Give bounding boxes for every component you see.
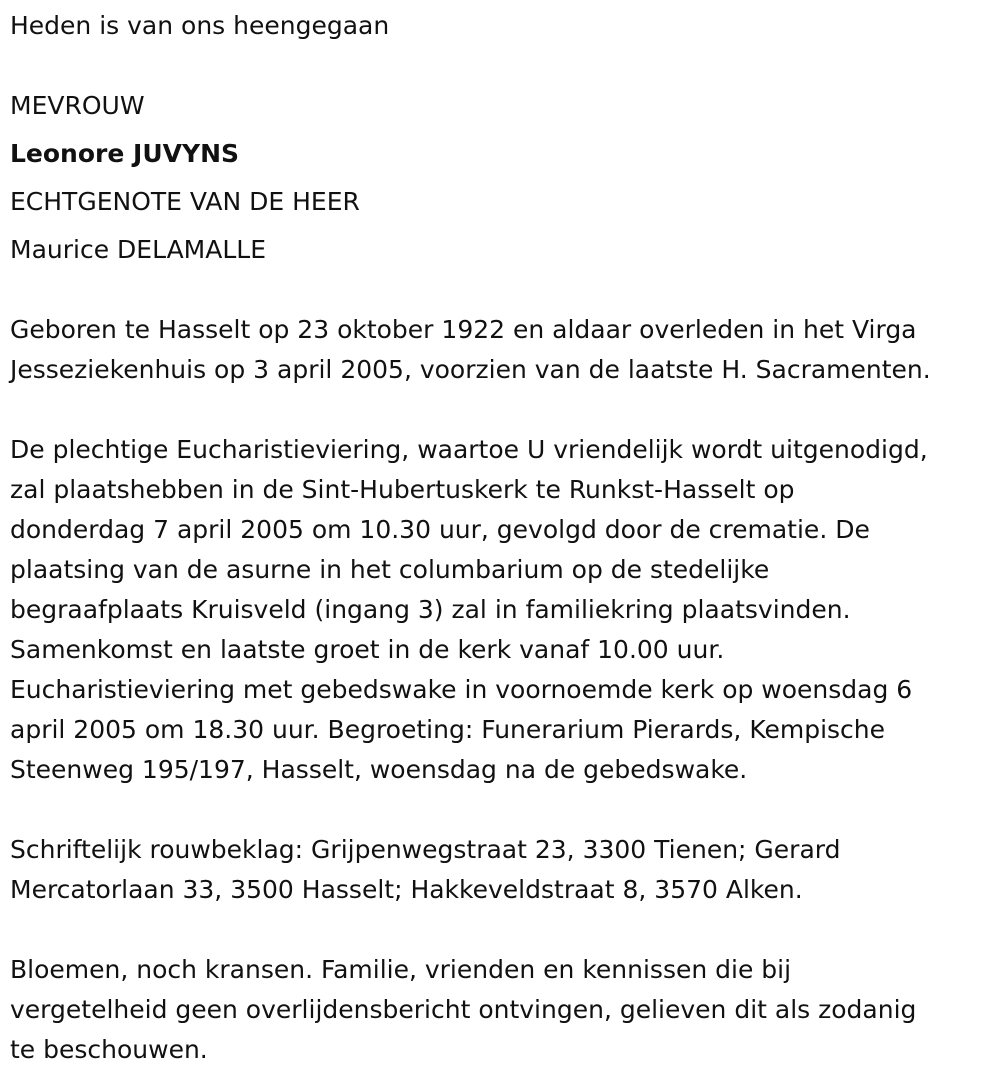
relation-line: ECHTGENOTE VAN DE HEER bbox=[10, 187, 360, 216]
deceased-name: Leonore JUVYNS bbox=[10, 139, 240, 168]
paragraph-line: plaatsing van de asurne in het columbarium op de stedelijke bbox=[10, 555, 770, 584]
spouse-name: Maurice DELAMALLE bbox=[10, 235, 267, 264]
title-line: MEVROUW bbox=[10, 91, 145, 120]
ceremony-paragraph bbox=[10, 430, 995, 790]
deceased-header bbox=[10, 86, 995, 270]
paragraph-line: Jesseziekenhuis op 3 april 2005, voorzien van de laatste H. Sacramenten. bbox=[10, 355, 931, 384]
paragraph-line: te beschouwen. bbox=[10, 1035, 208, 1064]
paragraph-line: De plechtige Eucharistieviering, waartoe U vriendelijk wordt uitgenodigd, bbox=[10, 435, 928, 464]
paragraph-line: vergetelheid geen overlijdensbericht ontvingen, gelieven dit als zodanig bbox=[10, 995, 917, 1024]
paragraph-line: april 2005 om 18.30 uur. Begroeting: Funerarium Pierards, Kempische bbox=[10, 715, 886, 744]
paragraph-line: Samenkomst en laatste groet in de kerk vanaf 10.00 uur. bbox=[10, 635, 725, 664]
obituary-notice bbox=[10, 6, 995, 1070]
paragraph-line: donderdag 7 april 2005 om 10.30 uur, gevolgd door de crematie. De bbox=[10, 515, 870, 544]
paragraph-line: Mercatorlaan 33, 3500 Hasselt; Hakkeveldstraat 8, 3570 Alken. bbox=[10, 875, 803, 904]
intro-line: Heden is van ons heengegaan bbox=[10, 11, 390, 40]
paragraph-line: Schriftelijk rouwbeklag: Grijpenwegstraat 23, 3300 Tienen; Gerard bbox=[10, 835, 841, 864]
paragraph-line: zal plaatshebben in de Sint-Hubertuskerk te Runkst-Hasselt op bbox=[10, 475, 795, 504]
paragraph-line: begraafplaats Kruisveld (ingang 3) zal in familiekring plaatsvinden. bbox=[10, 595, 851, 624]
paragraph-line: Bloemen, noch kransen. Familie, vrienden en kennissen die bij bbox=[10, 955, 792, 984]
paragraph-line: Steenweg 195/197, Hasselt, woensdag na de gebedswake. bbox=[10, 755, 748, 784]
condolences-paragraph bbox=[10, 830, 995, 910]
paragraph-line: Eucharistieviering met gebedswake in voornoemde kerk op woensdag 6 bbox=[10, 675, 913, 704]
flowers-paragraph bbox=[10, 950, 995, 1070]
paragraph-line: Geboren te Hasselt op 23 oktober 1922 en aldaar overleden in het Virga bbox=[10, 315, 917, 344]
birth-death-paragraph bbox=[10, 310, 995, 390]
